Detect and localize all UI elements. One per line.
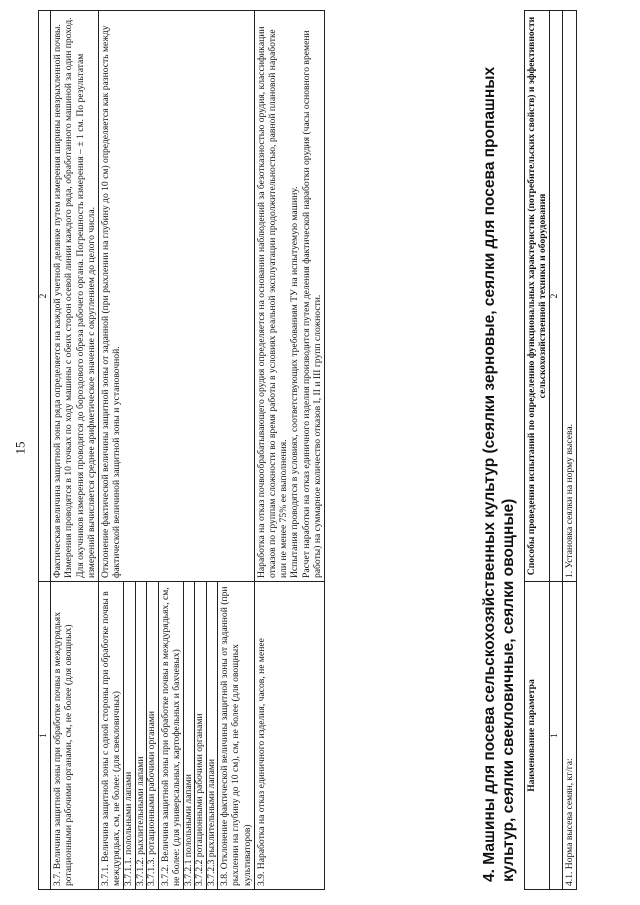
param-cell: 3.7.1.2. рыхлительными лапами	[135, 582, 146, 890]
header-methods: Способы проведения испытаний по определению функциональных характеристик (потребительских свойств) и эффективности сельскохозяйственной техники и оборудования	[525, 11, 550, 582]
param-cell: 3.7.1.1. полольными лапами	[124, 582, 135, 890]
method-line: Наработка на отказ почвообрабатывающего орудия определяется на основании наблюдений за безотказностью орудия, классификации отказов по группам сложности во время работы в условиях реальной эксплуатации продолжительностью, равной плановой наработке или не менее 75% ее выполнения.	[255, 26, 290, 578]
param-cell: 3.7.1.3. ротационными рабочими органами	[147, 582, 158, 890]
column-numbers-row	[550, 11, 562, 890]
method-cell	[254, 11, 324, 582]
table-row	[51, 11, 99, 890]
column-number-2: 2	[39, 11, 51, 582]
param-cell: 3.9. Наработка на отказ единичного изделия, часов, не менее	[254, 582, 324, 890]
method-cell: Фактическая величина защитной зоны ряда определяется на каждой учетной делянке путем измерения ширины невзрыхленной почвы. Измерения проводятся в 10 точках по ходу машины с обеих сторон осевой линии каждого ряда, обработанного машиной за один проход. Для окучников измерения проводятся до бороздового обреза рабочего органа. Погрешность измерения – ± 1 см. По результатам измерений вычисляется среднее арифметическое значение с округлением до целого числа.	[51, 11, 99, 582]
column-number-2: 2	[550, 11, 562, 582]
param-cell: 3.7.2.2 ротационными рабочими органами	[195, 582, 206, 890]
method-line: Расчет наработки на отказ единичного изделия производится путем деления фактической наработки орудия (часы основного времени работы) на суммарное количество отказов I, II и III групп сложности.	[300, 30, 323, 578]
methods-table	[38, 10, 325, 890]
param-cell: 3.7. Величина защитной зоны при обработке почвы в междурядьях ротационными рабочими органами, см, не более (для овощных)	[51, 582, 99, 890]
method-cell: Отклонение фактической величины защитной зоны от заданной (при рыхлении на глубину до 10 см) определяется как разность между фактической величиной защитной зоны и установочной.	[99, 11, 255, 582]
table-row	[254, 11, 324, 890]
column-number-1: 1	[39, 582, 51, 890]
param-cell: 3.7.2.3 рыхлительными лапами	[206, 582, 217, 890]
column-number-1: 1	[550, 582, 562, 890]
param-cell: 4.1. Норма высева семян, кг/га:	[562, 582, 576, 890]
param-cell: 3.7.2.1 полольными лапами	[184, 582, 195, 890]
table-row	[99, 11, 124, 890]
table-header-row	[525, 11, 550, 890]
table-row	[562, 11, 576, 890]
section-title: 4. Машины для посева сельскохозяйственных культур (сеялки зерновые, сеялки для посева пропашных культур, сеялки свекловичные, сеялки овощные)	[481, 66, 517, 882]
header-param-name: Наименование параметра	[525, 582, 550, 890]
page-number: 15	[12, 441, 28, 455]
seeders-table	[524, 10, 577, 890]
method-line: Испытания проводятся в условиях, соответствующих требованиям ТУ на испытуемую машину.	[289, 186, 301, 578]
rotated-page-content	[10, 10, 610, 890]
param-cell: 3.7.2. Величина защитной зоны при обработке почвы в междурядьях, см, не более: (для универсальных, картофельных и бахчевых)	[158, 582, 183, 890]
param-cell: 3.8. Отклонение фактической величины защитной зоны от заданной (при рыхлении на глубину до 10 см), см, не более (для овощных культиваторов)	[218, 582, 255, 890]
param-cell: 3.7.1. Величина защитной зоны с одной стороны при обработке почвы в междурядьях, см, не более: (для свекловичных)	[99, 582, 124, 890]
method-cell: 1. Установка сеялки на норму высева.	[562, 11, 576, 582]
table-header-row	[39, 11, 51, 890]
